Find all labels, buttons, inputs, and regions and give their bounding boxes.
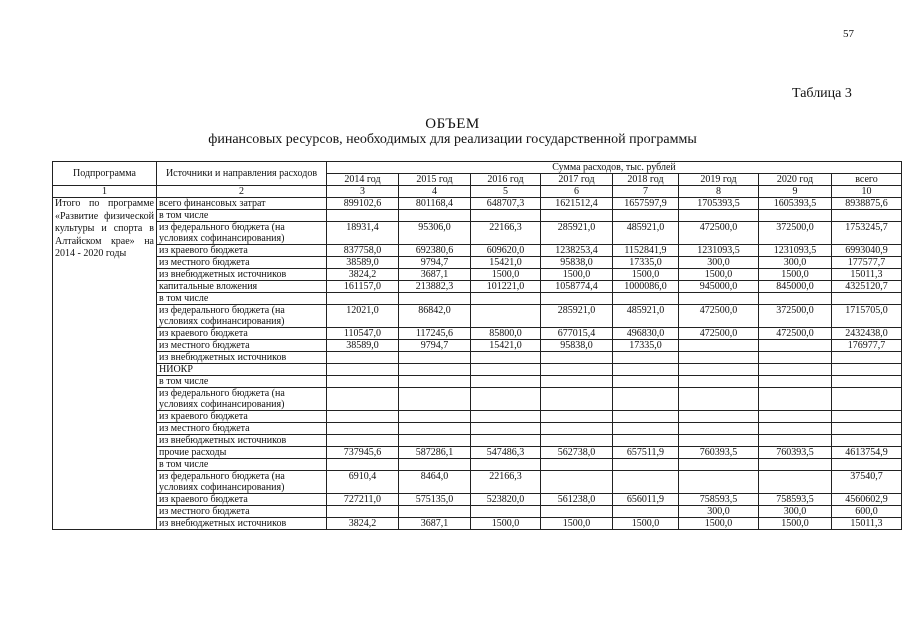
value-cell bbox=[471, 293, 541, 305]
value-cell: 3824,2 bbox=[327, 518, 399, 530]
value-cell: 22166,3 bbox=[471, 471, 541, 494]
value-cell bbox=[327, 293, 399, 305]
column-number: 8 bbox=[679, 186, 759, 198]
value-cell bbox=[399, 364, 471, 376]
value-cell: 300,0 bbox=[679, 257, 759, 269]
value-cell bbox=[832, 210, 902, 222]
value-cell: 176977,7 bbox=[832, 340, 902, 352]
value-cell bbox=[471, 352, 541, 364]
header-row bbox=[53, 162, 902, 174]
value-cell: 86842,0 bbox=[399, 305, 471, 328]
value-cell: 1152841,9 bbox=[613, 245, 679, 257]
row-label: из местного бюджета bbox=[157, 506, 327, 518]
value-cell: 1705393,5 bbox=[679, 198, 759, 210]
table-row bbox=[53, 210, 902, 222]
document-heading bbox=[0, 117, 905, 147]
value-cell: 300,0 bbox=[759, 257, 832, 269]
row-label: из внебюджетных источников bbox=[157, 435, 327, 447]
table-row bbox=[53, 506, 902, 518]
value-cell: 485921,0 bbox=[613, 222, 679, 245]
value-cell: 727211,0 bbox=[327, 494, 399, 506]
page-number: 57 bbox=[843, 28, 854, 40]
value-cell: 17335,0 bbox=[613, 257, 679, 269]
value-cell: 758593,5 bbox=[759, 494, 832, 506]
value-cell: 161157,0 bbox=[327, 281, 399, 293]
value-cell bbox=[399, 376, 471, 388]
row-label: из внебюджетных источников bbox=[157, 352, 327, 364]
table-row bbox=[53, 494, 902, 506]
column-number: 3 bbox=[327, 186, 399, 198]
value-cell: 1500,0 bbox=[541, 269, 613, 281]
document-subtitle: финансовых ресурсов, необходимых для реализации государственной программы bbox=[208, 132, 697, 147]
value-cell bbox=[327, 364, 399, 376]
header-year: 2018 год bbox=[613, 174, 679, 186]
value-cell bbox=[759, 293, 832, 305]
value-cell: 472500,0 bbox=[679, 305, 759, 328]
value-cell: 1000086,0 bbox=[613, 281, 679, 293]
table-row bbox=[53, 328, 902, 340]
value-cell bbox=[679, 459, 759, 471]
value-cell: 12021,0 bbox=[327, 305, 399, 328]
value-cell bbox=[759, 388, 832, 411]
value-cell bbox=[541, 459, 613, 471]
value-cell bbox=[541, 423, 613, 435]
value-cell bbox=[759, 364, 832, 376]
value-cell bbox=[613, 364, 679, 376]
value-cell bbox=[613, 293, 679, 305]
column-number: 2 bbox=[157, 186, 327, 198]
value-cell: 17335,0 bbox=[613, 340, 679, 352]
value-cell: 213882,3 bbox=[399, 281, 471, 293]
value-cell: 1500,0 bbox=[679, 518, 759, 530]
value-cell: 2432438,0 bbox=[832, 328, 902, 340]
subprogram-name: Итого по программе «Развитие физической культуры и спорта в Алтайском крае» на 2014 - 2020 годы bbox=[53, 198, 157, 530]
value-cell bbox=[613, 506, 679, 518]
value-cell bbox=[759, 376, 832, 388]
value-cell bbox=[471, 423, 541, 435]
table-row bbox=[53, 423, 902, 435]
value-cell: 523820,0 bbox=[471, 494, 541, 506]
value-cell bbox=[679, 352, 759, 364]
value-cell bbox=[541, 411, 613, 423]
value-cell: 95306,0 bbox=[399, 222, 471, 245]
value-cell: 1500,0 bbox=[471, 269, 541, 281]
table-row bbox=[53, 269, 902, 281]
value-cell: 837758,0 bbox=[327, 245, 399, 257]
value-cell: 15421,0 bbox=[471, 340, 541, 352]
header-year: 2014 год bbox=[327, 174, 399, 186]
value-cell bbox=[613, 210, 679, 222]
value-cell bbox=[541, 471, 613, 494]
value-cell: 899102,6 bbox=[327, 198, 399, 210]
row-label: НИОКР bbox=[157, 364, 327, 376]
header-year: 2019 год bbox=[679, 174, 759, 186]
row-label: из краевого бюджета bbox=[157, 494, 327, 506]
value-cell bbox=[327, 423, 399, 435]
value-cell: 609620,0 bbox=[471, 245, 541, 257]
value-cell bbox=[541, 506, 613, 518]
row-label: в том числе bbox=[157, 459, 327, 471]
value-cell bbox=[679, 210, 759, 222]
value-cell: 1605393,5 bbox=[759, 198, 832, 210]
value-cell bbox=[613, 352, 679, 364]
value-cell: 562738,0 bbox=[541, 447, 613, 459]
value-cell bbox=[832, 293, 902, 305]
value-cell bbox=[679, 471, 759, 494]
value-cell bbox=[471, 459, 541, 471]
value-cell: 300,0 bbox=[759, 506, 832, 518]
value-cell bbox=[471, 364, 541, 376]
value-cell bbox=[613, 471, 679, 494]
value-cell: 692380,6 bbox=[399, 245, 471, 257]
value-cell bbox=[613, 423, 679, 435]
value-cell: 372500,0 bbox=[759, 222, 832, 245]
value-cell bbox=[679, 376, 759, 388]
value-cell: 801168,4 bbox=[399, 198, 471, 210]
value-cell bbox=[327, 459, 399, 471]
value-cell bbox=[471, 305, 541, 328]
value-cell: 4613754,9 bbox=[832, 447, 902, 459]
column-number: 5 bbox=[471, 186, 541, 198]
value-cell: 1058774,4 bbox=[541, 281, 613, 293]
table-row bbox=[53, 411, 902, 423]
value-cell: 1500,0 bbox=[759, 518, 832, 530]
column-number: 6 bbox=[541, 186, 613, 198]
value-cell bbox=[399, 293, 471, 305]
value-cell: 677015,4 bbox=[541, 328, 613, 340]
value-cell: 9794,7 bbox=[399, 257, 471, 269]
value-cell bbox=[327, 411, 399, 423]
value-cell: 1621512,4 bbox=[541, 198, 613, 210]
value-cell bbox=[759, 435, 832, 447]
value-cell bbox=[613, 388, 679, 411]
value-cell bbox=[327, 506, 399, 518]
value-cell: 496830,0 bbox=[613, 328, 679, 340]
row-label: из внебюджетных источников bbox=[157, 269, 327, 281]
value-cell bbox=[541, 293, 613, 305]
value-cell bbox=[399, 352, 471, 364]
header-year: 2015 год bbox=[399, 174, 471, 186]
value-cell: 177577,7 bbox=[832, 257, 902, 269]
table-row bbox=[53, 376, 902, 388]
row-label: из краевого бюджета bbox=[157, 245, 327, 257]
value-cell: 587286,1 bbox=[399, 447, 471, 459]
value-cell: 95838,0 bbox=[541, 257, 613, 269]
value-cell bbox=[399, 459, 471, 471]
value-cell: 4325120,7 bbox=[832, 281, 902, 293]
header-subprogram: Подпрограмма bbox=[53, 162, 157, 186]
table-row bbox=[53, 293, 902, 305]
value-cell: 945000,0 bbox=[679, 281, 759, 293]
value-cell bbox=[471, 411, 541, 423]
value-cell bbox=[832, 364, 902, 376]
value-cell: 4560602,9 bbox=[832, 494, 902, 506]
value-cell bbox=[399, 388, 471, 411]
value-cell bbox=[327, 352, 399, 364]
table-row bbox=[53, 388, 902, 411]
value-cell: 1500,0 bbox=[541, 518, 613, 530]
value-cell bbox=[679, 293, 759, 305]
value-cell: 547486,3 bbox=[471, 447, 541, 459]
value-cell bbox=[832, 352, 902, 364]
value-cell bbox=[759, 471, 832, 494]
value-cell: 8938875,6 bbox=[832, 198, 902, 210]
value-cell bbox=[541, 210, 613, 222]
table-row bbox=[53, 364, 902, 376]
column-number: 4 bbox=[399, 186, 471, 198]
value-cell bbox=[613, 459, 679, 471]
column-number: 9 bbox=[759, 186, 832, 198]
header-year: всего bbox=[832, 174, 902, 186]
value-cell: 85800,0 bbox=[471, 328, 541, 340]
value-cell bbox=[471, 506, 541, 518]
value-cell: 1500,0 bbox=[613, 269, 679, 281]
value-cell bbox=[541, 376, 613, 388]
header-year: 2016 год bbox=[471, 174, 541, 186]
value-cell bbox=[399, 423, 471, 435]
value-cell bbox=[759, 459, 832, 471]
value-cell bbox=[679, 411, 759, 423]
value-cell bbox=[832, 388, 902, 411]
value-cell: 1500,0 bbox=[471, 518, 541, 530]
value-cell: 3687,1 bbox=[399, 269, 471, 281]
table-row bbox=[53, 352, 902, 364]
value-cell: 95838,0 bbox=[541, 340, 613, 352]
value-cell bbox=[471, 435, 541, 447]
value-cell: 18931,4 bbox=[327, 222, 399, 245]
value-cell: 38589,0 bbox=[327, 257, 399, 269]
value-cell bbox=[399, 506, 471, 518]
value-cell: 600,0 bbox=[832, 506, 902, 518]
header-sources: Источники и направления расходов bbox=[157, 162, 327, 186]
value-cell bbox=[759, 352, 832, 364]
value-cell: 1231093,5 bbox=[759, 245, 832, 257]
table-row bbox=[53, 340, 902, 352]
value-cell: 3824,2 bbox=[327, 269, 399, 281]
value-cell: 760393,5 bbox=[679, 447, 759, 459]
table-row bbox=[53, 435, 902, 447]
row-label: из федерального бюджета (на условиях софинансирования) bbox=[157, 222, 327, 245]
table-row bbox=[53, 281, 902, 293]
row-label: из федерального бюджета (на условиях софинансирования) bbox=[157, 471, 327, 494]
header-number-row bbox=[53, 186, 902, 198]
table-row bbox=[53, 198, 902, 210]
row-label: из краевого бюджета bbox=[157, 328, 327, 340]
value-cell bbox=[759, 423, 832, 435]
value-cell bbox=[399, 210, 471, 222]
column-number: 10 bbox=[832, 186, 902, 198]
value-cell: 485921,0 bbox=[613, 305, 679, 328]
value-cell bbox=[832, 435, 902, 447]
value-cell: 285921,0 bbox=[541, 222, 613, 245]
value-cell bbox=[471, 376, 541, 388]
value-cell: 657511,9 bbox=[613, 447, 679, 459]
table-row bbox=[53, 518, 902, 530]
value-cell bbox=[679, 340, 759, 352]
value-cell: 737945,6 bbox=[327, 447, 399, 459]
value-cell: 1231093,5 bbox=[679, 245, 759, 257]
value-cell: 6910,4 bbox=[327, 471, 399, 494]
header-sum: Сумма расходов, тыс. рублей bbox=[327, 162, 902, 174]
value-cell: 1238253,4 bbox=[541, 245, 613, 257]
value-cell: 656011,9 bbox=[613, 494, 679, 506]
row-label: всего финансовых затрат bbox=[157, 198, 327, 210]
value-cell: 1753245,7 bbox=[832, 222, 902, 245]
value-cell bbox=[679, 423, 759, 435]
value-cell bbox=[327, 435, 399, 447]
table-row bbox=[53, 459, 902, 471]
value-cell: 15011,3 bbox=[832, 518, 902, 530]
value-cell: 1715705,0 bbox=[832, 305, 902, 328]
row-label: из местного бюджета bbox=[157, 340, 327, 352]
value-cell: 372500,0 bbox=[759, 305, 832, 328]
value-cell bbox=[399, 411, 471, 423]
value-cell bbox=[541, 364, 613, 376]
value-cell bbox=[327, 376, 399, 388]
table-row bbox=[53, 222, 902, 245]
value-cell: 117245,6 bbox=[399, 328, 471, 340]
value-cell: 472500,0 bbox=[679, 222, 759, 245]
value-cell: 9794,7 bbox=[399, 340, 471, 352]
value-cell: 3687,1 bbox=[399, 518, 471, 530]
value-cell: 575135,0 bbox=[399, 494, 471, 506]
value-cell: 472500,0 bbox=[679, 328, 759, 340]
value-cell bbox=[471, 388, 541, 411]
row-label: капитальные вложения bbox=[157, 281, 327, 293]
column-number: 1 bbox=[53, 186, 157, 198]
value-cell: 101221,0 bbox=[471, 281, 541, 293]
row-label: прочие расходы bbox=[157, 447, 327, 459]
value-cell bbox=[613, 376, 679, 388]
header-year: 2017 год bbox=[541, 174, 613, 186]
value-cell: 110547,0 bbox=[327, 328, 399, 340]
value-cell: 561238,0 bbox=[541, 494, 613, 506]
value-cell bbox=[679, 435, 759, 447]
row-label: из федерального бюджета (на условиях софинансирования) bbox=[157, 305, 327, 328]
value-cell: 472500,0 bbox=[759, 328, 832, 340]
row-label: из местного бюджета bbox=[157, 423, 327, 435]
value-cell bbox=[471, 210, 541, 222]
row-label: из внебюджетных источников bbox=[157, 518, 327, 530]
value-cell bbox=[679, 364, 759, 376]
value-cell: 285921,0 bbox=[541, 305, 613, 328]
table-row bbox=[53, 245, 902, 257]
document-title: ОБЪЕМ bbox=[425, 116, 480, 132]
value-cell: 15011,3 bbox=[832, 269, 902, 281]
header-year: 2020 год bbox=[759, 174, 832, 186]
table-row bbox=[53, 257, 902, 269]
value-cell bbox=[541, 388, 613, 411]
value-cell bbox=[679, 388, 759, 411]
value-cell bbox=[541, 435, 613, 447]
value-cell: 1657597,9 bbox=[613, 198, 679, 210]
value-cell bbox=[327, 210, 399, 222]
table-row bbox=[53, 305, 902, 328]
value-cell: 22166,3 bbox=[471, 222, 541, 245]
value-cell bbox=[327, 388, 399, 411]
row-label: в том числе bbox=[157, 293, 327, 305]
table-caption: Таблица 3 bbox=[792, 86, 852, 101]
value-cell: 758593,5 bbox=[679, 494, 759, 506]
value-cell bbox=[399, 435, 471, 447]
value-cell: 648707,3 bbox=[471, 198, 541, 210]
financing-table bbox=[52, 161, 902, 530]
row-label: из федерального бюджета (на условиях софинансирования) bbox=[157, 388, 327, 411]
value-cell bbox=[759, 210, 832, 222]
value-cell: 37540,7 bbox=[832, 471, 902, 494]
value-cell: 6993040,9 bbox=[832, 245, 902, 257]
value-cell: 38589,0 bbox=[327, 340, 399, 352]
value-cell: 1500,0 bbox=[759, 269, 832, 281]
value-cell: 1500,0 bbox=[679, 269, 759, 281]
value-cell bbox=[832, 411, 902, 423]
value-cell bbox=[759, 340, 832, 352]
value-cell: 1500,0 bbox=[613, 518, 679, 530]
table-row bbox=[53, 471, 902, 494]
value-cell bbox=[613, 435, 679, 447]
row-label: в том числе bbox=[157, 376, 327, 388]
value-cell bbox=[541, 352, 613, 364]
value-cell bbox=[832, 459, 902, 471]
value-cell: 8464,0 bbox=[399, 471, 471, 494]
row-label: из краевого бюджета bbox=[157, 411, 327, 423]
value-cell: 845000,0 bbox=[759, 281, 832, 293]
value-cell: 300,0 bbox=[679, 506, 759, 518]
row-label: в том числе bbox=[157, 210, 327, 222]
table-row bbox=[53, 447, 902, 459]
column-number: 7 bbox=[613, 186, 679, 198]
value-cell bbox=[832, 423, 902, 435]
value-cell: 760393,5 bbox=[759, 447, 832, 459]
value-cell bbox=[832, 376, 902, 388]
value-cell bbox=[613, 411, 679, 423]
value-cell bbox=[759, 411, 832, 423]
value-cell: 15421,0 bbox=[471, 257, 541, 269]
row-label: из местного бюджета bbox=[157, 257, 327, 269]
